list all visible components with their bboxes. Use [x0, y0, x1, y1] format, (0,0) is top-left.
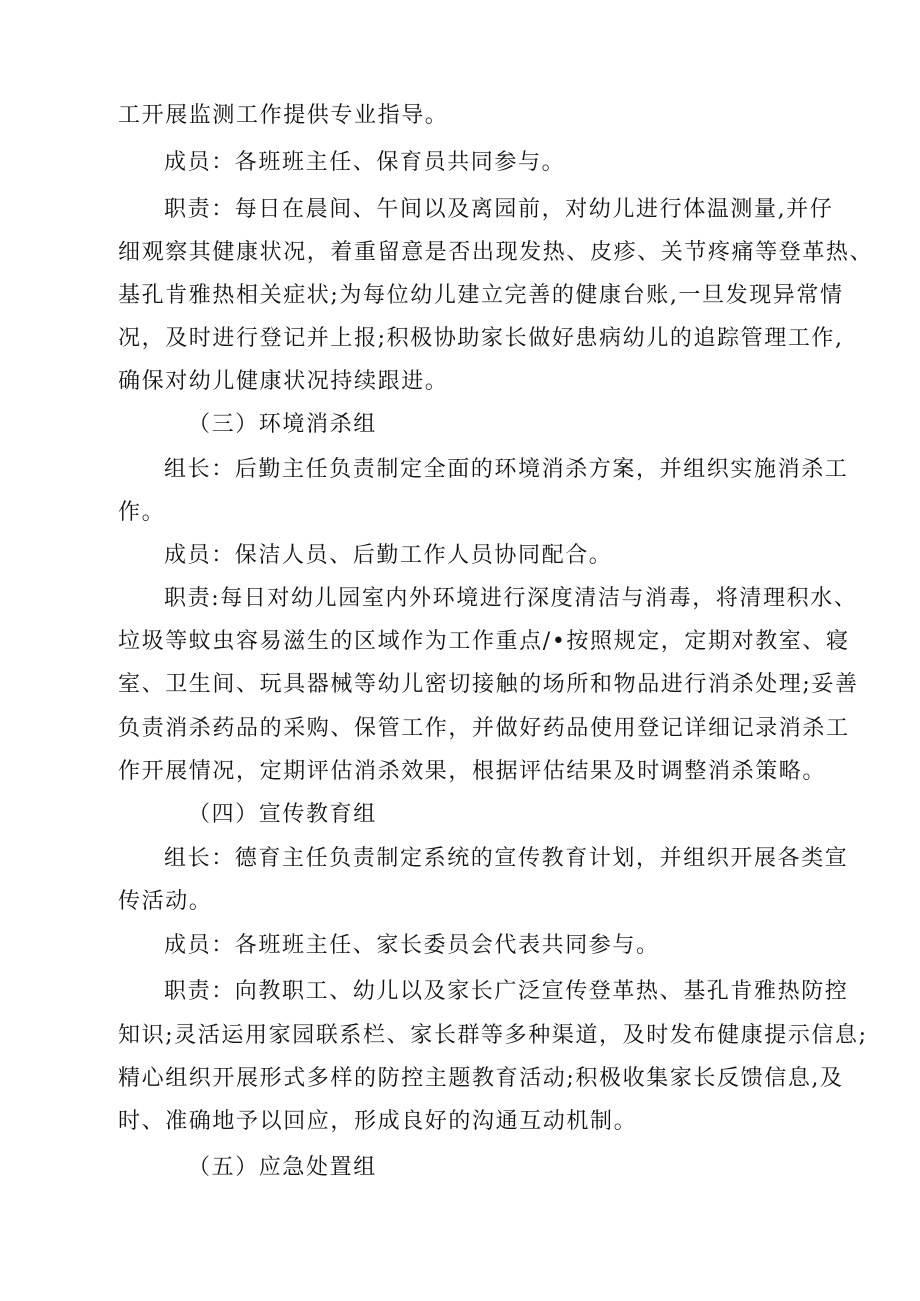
- text-line: 作开展情况，定期评估消杀效果，根据评估结果及时调整消杀策略。: [118, 759, 827, 784]
- section-heading: （五）应急处置组: [188, 1155, 377, 1180]
- text-line: 成员：保洁人员、后勤工作人员协同配合。: [164, 543, 613, 568]
- section-heading: （三）环境消杀组: [188, 412, 377, 437]
- text-line: 垃圾等蚊虫容易滋生的区域作为工作重点/•按照规定，定期对教室、寝: [118, 629, 850, 654]
- text-line: 况，及时进行登记并上报;积极协助家长做好患病幼儿的追踪管理工作,: [118, 326, 844, 351]
- text-line: 成员：各班班主任、保育员共同参与。: [164, 150, 566, 175]
- text-line: 基孔肯雅热相关症状;为每位幼儿建立完善的健康台账,一旦发现异常情: [118, 283, 844, 308]
- text-line: 成员：各班班主任、家长委员会代表共同参与。: [164, 933, 660, 958]
- text-line: 传活动。: [118, 889, 213, 914]
- text-line: 职责：每日在晨间、午间以及离园前，对幼儿进行体温测量,并仔: [164, 197, 834, 222]
- text-line: 知识;灵活运用家园联系栏、家长群等多种渠道，及时发布健康提示信息;: [118, 1023, 868, 1048]
- text-line: 组长：后勤主任负责制定全面的环境消杀方案，并组织实施消杀工: [164, 457, 849, 482]
- text-line: 职责：向教职工、幼儿以及家长广泛宣传登革热、基孔肯雅热防控: [164, 979, 849, 1004]
- text-line: 精心组织开展形式多样的防控主题教育活动;积极收集家长反馈信息,及: [118, 1066, 844, 1091]
- text-line: 职责:每日对幼儿园室内外环境进行深度清洁与消毒，将清理积水、: [164, 586, 858, 611]
- text-line: 工开展监测工作提供专业指导。: [118, 103, 449, 128]
- text-line: 细观察其健康状况，着重留意是否出现发热、皮疹、关节疼痛等登革热、: [118, 240, 874, 265]
- text-line: 确保对幼儿健康状况持续跟进。: [118, 369, 449, 394]
- text-line: 时、准确地予以回应，形成良好的沟通互动机制。: [118, 1109, 638, 1134]
- text-line: 组长：德育主任负责制定系统的宣传教育计划，并组织开展各类宣: [164, 846, 849, 871]
- text-line: 负责消杀药品的采购、保管工作，并做好药品使用登记详细记录消杀工: [118, 716, 850, 741]
- text-line: 作。: [118, 500, 166, 525]
- text-line: 室、卫生间、玩具器械等幼儿密切接触的场所和物品进行消杀处理;妥善: [118, 672, 859, 697]
- section-heading: （四）宣传教育组: [188, 802, 377, 827]
